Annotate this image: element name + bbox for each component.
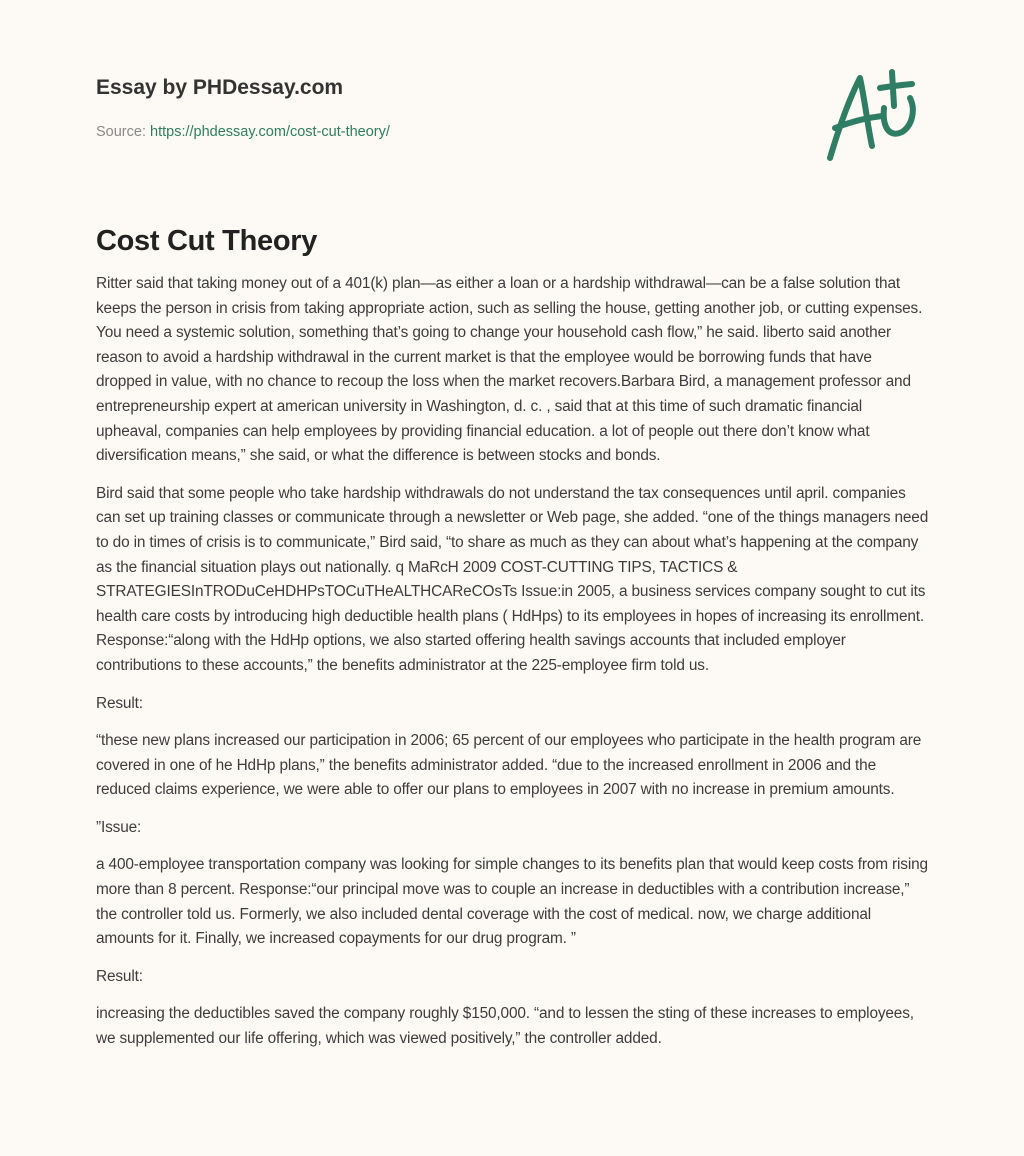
paragraph: Result: (96, 967, 143, 985)
article-title: Cost Cut Theory (96, 225, 318, 257)
page-header (96, 76, 390, 140)
source-line (96, 124, 390, 140)
source-label: Source: (96, 124, 146, 140)
paragraph: Ritter said that taking money out of a 401(k) plan—as either a loan or a hardship withdrawal—can be a false solution that keeps the person in crisis from taking appropriate action, such as selling the house, getting another job, or cutting expenses. You need a systemic solution, something that’s going to change your household cash flow,” he said. liberto said another reason to avoid a hardship withdrawal in the current market is that the employee would be borrowing funds that have dropped in value, with no chance to recoup the loss when the market recovers.Barbara Bird, a management professor and entrepreneurship expert at american university in Washington, d. c. , said that at this time of such dramatic financial upheaval, companies can help employees by providing financial education. a lot of people out there don’t know what diversification means,” she said, or what the difference is between stocks and bonds. (96, 275, 923, 465)
paragraph: “these new plans increased our participation in 2006; 65 percent of our employees who participate in the health program are covered in one of he HdHp plans,” the benefits administrator added. “due to the increased enrollment in 2006 and the reduced claims experience, we were able to offer our plans to employees in 2007 with no increase in premium amounts. (96, 732, 922, 799)
article (96, 225, 930, 1065)
site-title: Essay by PHDessay.com (96, 76, 344, 99)
a-plus-logo-icon (820, 66, 930, 166)
paragraph: ”Issue: (96, 818, 142, 836)
paragraph: increasing the deductibles saved the company roughly $150,000. “and to lessen the sting of these increases to employees, we supplemented our life offering, which was viewed positively,” the controller added. (96, 1005, 914, 1048)
paragraph: Result: (96, 694, 143, 712)
source-link[interactable]: https://phdessay.com/cost-cut-theory/ (150, 124, 390, 140)
paragraph: a 400-employee transportation company was looking for simple changes to its benefits plan that would keep costs from rising more than 8 percent. Response:“our principal move was to couple an increase in deductibles with a contribution increase,” the controller told us. Formerly, we also included dental coverage with the cost of medical. now, we charge additional amounts for it. Finally, we increased copayments for our drug program. ” (96, 856, 928, 948)
paragraph: Bird said that some people who take hardship withdrawals do not understand the tax consequences until april. companies can set up training classes or communicate through a newsletter or Web page, she added. “one of the things managers need to do in times of crisis is to communicate,” Bird said, “to share as much as they can about what’s happening at the company as the financial situation plays out nationally. q MaRcH 2009 COST-CUTTING TIPS, TACTICS & STRATEGIESInTRODuCeHDHPsTOCuTHeALTHCAReCOsTs Issue:in 2005, a business services company sought to cut its health care costs by introducing high deductible health plans ( HdHps) to its employees in hopes of increasing its enrollment. Response:“along with the HdHp options, we also started offering health savings accounts that included employer contributions to these accounts,” the benefits administrator at the 225-employee firm told us. (96, 484, 929, 674)
